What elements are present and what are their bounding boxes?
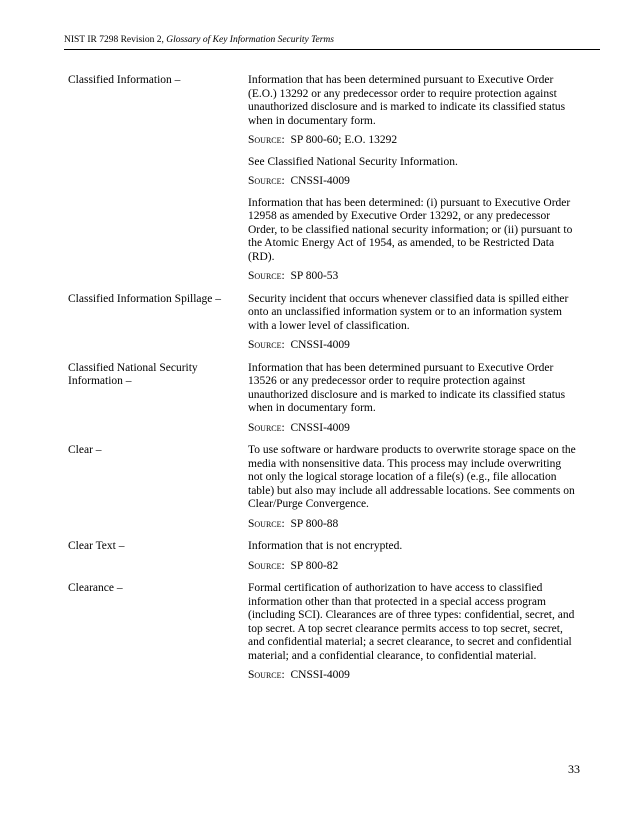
- definition-list: [248, 444, 578, 531]
- definition-text: See Classified National Security Information.: [248, 155, 458, 168]
- definition: [248, 362, 578, 436]
- glossary-term: Classified Information Spillage –: [68, 292, 221, 305]
- definition-source: [248, 422, 578, 436]
- definition-list: [248, 293, 578, 353]
- glossary-term: Clear Text –: [68, 540, 125, 552]
- glossary-term: Clearance –: [68, 582, 123, 594]
- definition-text: Security incident that occurs whenever classified data is spilled either onto an unclassified information system or to an information system with a lower level of classification.: [248, 292, 569, 332]
- glossary-list: [68, 74, 580, 692]
- definition-text: Information that has been determined: (i) pursuant to Executive Order 12958 as amended by Executive Order 13292, or any predecessor Order, to be classified national security information; or (ii) pursuant to the Atomic Energy Act of 1954, as amended, to be Restricted Data (RD).: [248, 196, 573, 263]
- glossary-entry-classified-national-security-information: [68, 362, 580, 436]
- source-reference: SP 800-82: [290, 559, 339, 572]
- glossary-entry-clear-text: [68, 540, 580, 573]
- glossary-entry-classified-information: [68, 74, 580, 284]
- definition-source: [248, 560, 578, 574]
- definition-text: Information that is not encrypted.: [248, 540, 403, 552]
- definition: [248, 540, 578, 573]
- running-header: [64, 34, 600, 46]
- definition-list: [248, 362, 578, 436]
- definition: [248, 197, 578, 284]
- definition-text: To use software or hardware products to overwrite storage space on the media with nonsensitive data. This process may include overwriting not only the logical storage location of a file(s) (e.g., file allocation table) but also may include all addressable locations. See comments on Clear/Purge Convergence.: [248, 444, 576, 510]
- glossary-term: Classified National Security Information –: [68, 361, 198, 387]
- definition-source: [248, 134, 578, 148]
- source-reference: CNSSI-4009: [290, 339, 350, 351]
- source-label: Source:: [248, 421, 285, 434]
- definition-text: Information that has been determined pursuant to Executive Order 13526 or any predecessor order to require protection against unauthorized disclosure and is marked to indicate its classified status when in documentary form.: [248, 361, 566, 414]
- definition-text: Formal certification of authorization to have access to classified information other than that protected in a special access program (including SCI). Clearances are of three types: confidential, secret, and top secret. A top secret clearance permits access to top secret, secret, and confidential material; a secret clearance, to secret and confidential material; and a confidential clearance, to confidential material.: [248, 582, 575, 662]
- source-label: Source:: [248, 270, 285, 282]
- definition-source: [248, 518, 578, 532]
- definition-source: [248, 175, 578, 189]
- source-reference: CNSSI-4009: [290, 421, 350, 434]
- definition: [248, 582, 578, 683]
- source-reference: SP 800-60; E.O. 13292: [290, 134, 398, 146]
- definition-source: [248, 669, 578, 683]
- source-label: Source:: [248, 669, 285, 681]
- source-reference: SP 800-53: [290, 270, 339, 282]
- glossary-term: Classified Information –: [68, 74, 181, 86]
- definition: [248, 74, 578, 148]
- source-reference: CNSSI-4009: [290, 175, 350, 187]
- definition-source: [248, 339, 578, 353]
- source-label: Source:: [248, 134, 285, 146]
- glossary-entry-classified-information-spillage: [68, 293, 580, 353]
- running-header-doc-id: NIST IR 7298 Revision 2,: [64, 35, 167, 45]
- page-number: 33: [568, 762, 580, 776]
- definition-list: [248, 74, 578, 284]
- definition-text: Information that has been determined pursuant to Executive Order (E.O.) 13292 or any predecessor order to require protection against unauthorized disclosure and is marked to indicate its classified status when in documentary form.: [248, 74, 566, 127]
- source-reference: SP 800-88: [290, 517, 339, 530]
- definition-list: [248, 582, 578, 683]
- definition: [248, 293, 578, 353]
- glossary-entry-clearance: [68, 582, 580, 683]
- source-label: Source:: [248, 559, 285, 572]
- header-rule: [64, 49, 600, 50]
- definition: [248, 156, 578, 189]
- source-label: Source:: [248, 175, 285, 187]
- running-header-doc-title: Glossary of Key Information Security Terms: [166, 35, 334, 45]
- glossary-term: Clear –: [68, 444, 102, 456]
- source-label: Source:: [248, 339, 285, 351]
- source-reference: CNSSI-4009: [290, 669, 350, 681]
- definition: [248, 444, 578, 531]
- definition-list: [248, 540, 578, 573]
- source-label: Source:: [248, 517, 285, 530]
- definition-source: [248, 270, 578, 284]
- glossary-entry-clear: [68, 444, 580, 531]
